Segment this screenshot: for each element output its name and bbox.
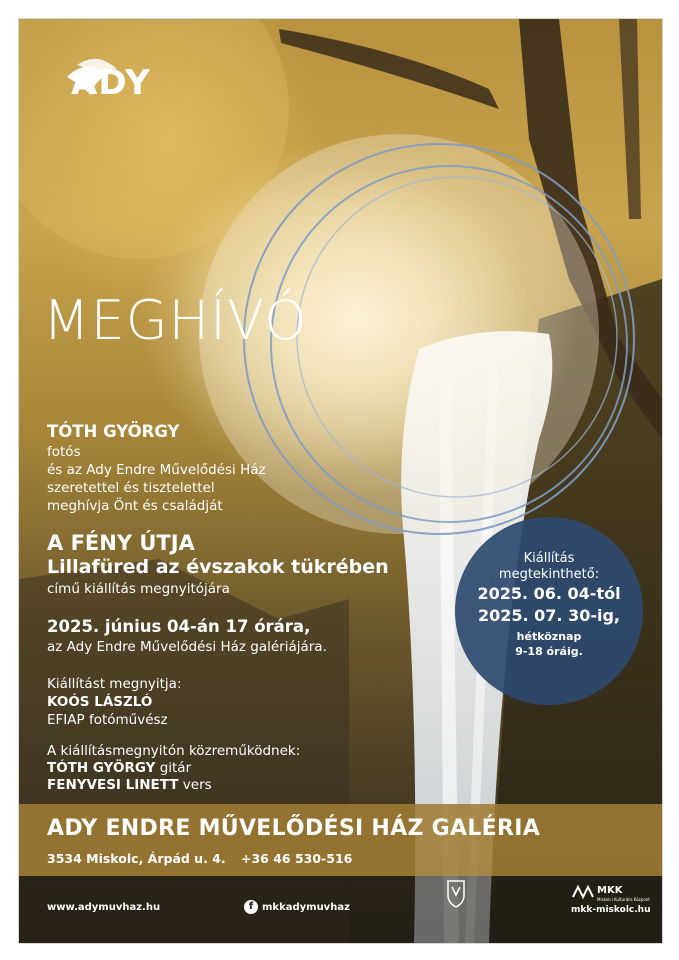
viewing-line-1: Kiállítás xyxy=(523,551,575,566)
participant-2-name: FENYVESI LINETT xyxy=(47,777,179,793)
artist-name: TÓTH GYÖRGY xyxy=(47,422,180,441)
facebook-icon: f xyxy=(244,900,258,914)
participant-2 xyxy=(47,776,212,794)
miskolc-emblem-icon xyxy=(445,879,467,909)
viewing-from: 2025. 06. 04-tól xyxy=(477,584,621,603)
invitation-line-1: fotós xyxy=(47,444,81,460)
mkk-logo-icon xyxy=(572,885,594,899)
opening-date: 2025. június 04-án 17 órára, xyxy=(47,617,311,636)
participant-1 xyxy=(47,759,191,777)
facebook-link[interactable]: mkkadymuvhaz xyxy=(262,902,350,913)
viewing-to: 2025. 07. 30-ig, xyxy=(477,606,620,625)
exhibition-subtitle: Lillafüred az évszakok tükrében xyxy=(47,556,389,578)
invitation-line-3: szeretettel és tisztelettel xyxy=(47,480,215,496)
page-title: MEGHÍVÓ xyxy=(43,289,308,352)
website-link[interactable]: www.adymuvhaz.hu xyxy=(47,902,161,913)
viewing-line-2: megtekinthető: xyxy=(498,567,600,582)
opening-venue: az Ady Endre Művelődési Ház galériájára. xyxy=(47,639,327,655)
viewing-hours: 9-18 óráig. xyxy=(515,645,583,658)
invitation-line-4: meghívja Önt és családját xyxy=(47,498,223,514)
ady-logo-text: ADY xyxy=(71,63,151,103)
mkk-website-link[interactable]: mkk-miskolc.hu xyxy=(571,905,651,915)
participant-2-role: vers xyxy=(178,777,212,793)
venue-address: 3534 Miskolc, Árpád u. 4. xyxy=(47,851,226,866)
mkk-subtitle: Miskolci Kulturális Központ xyxy=(597,897,650,902)
opener-label: Kiállítást megnyitja: xyxy=(47,676,182,692)
exhibition-title: A FÉNY ÚTJA xyxy=(47,531,195,555)
invitation-text xyxy=(47,443,266,515)
invitation-line-2: és az Ady Endre Művelődési Ház xyxy=(47,462,266,478)
opener-name: KOÓS LÁSZLÓ xyxy=(47,694,153,710)
participant-1-role: gitár xyxy=(155,760,192,776)
venue-name: ADY ENDRE MŰVELŐDÉSI HÁZ GALÉRIA xyxy=(47,816,541,841)
opener-role: EFIAP fotóművész xyxy=(47,712,168,728)
viewing-days: hétköznap xyxy=(516,630,582,643)
participants-label: A kiállításmegnyitón közreműködnek: xyxy=(47,743,301,759)
exhibition-caption: című kiállítás megnyitójára xyxy=(47,581,230,597)
mkk-logo-text: MKK xyxy=(597,885,623,896)
participant-1-name: TÓTH GYÖRGY xyxy=(47,760,156,776)
poster xyxy=(18,18,663,944)
viewing-period-badge xyxy=(455,517,643,705)
venue-phone: +36 46 530-516 xyxy=(241,851,353,866)
